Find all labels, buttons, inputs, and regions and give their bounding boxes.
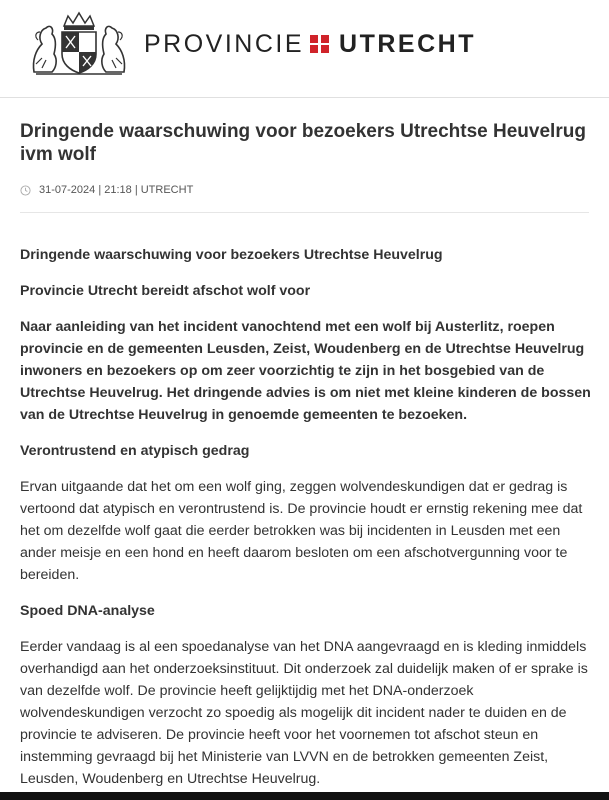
- article-meta: [20, 184, 193, 196]
- heading-gedrag: Verontrustend en atypisch gedrag: [20, 443, 250, 459]
- clock-icon: [20, 185, 31, 196]
- heading-waarschuwing: Dringende waarschuwing voor bezoekers Utrechtse Heuvelrug: [20, 247, 443, 263]
- paragraph-gedrag: Ervan uitgaande dat het om een wolf ging, zeggen wolvendeskundigen dat er gedrag is vertoond dat atypisch en verontrustend is. De provincie houdt er ernstig rekening mee dat het om dezelfde wolf gaat die eerder betrokken was bij incidenten in Leusden met een ander meisje en een hond en heeft daarom besloten om een afschotvergunning voor te bereiden.: [20, 479, 583, 583]
- article-title: Dringende waarschuwing voor bezoekers Utrechtse Heuvelrug ivm wolf: [20, 121, 586, 165]
- site-header: [0, 0, 609, 96]
- article-body: [20, 244, 595, 790]
- wordmark-utrecht: UTRECHT: [339, 30, 476, 58]
- province-crest-icon[interactable]: [28, 10, 130, 80]
- bottom-bar: [0, 792, 609, 800]
- heading-afschot: Provincie Utrecht bereidt afschot wolf voor: [20, 283, 311, 299]
- lead-paragraph: Naar aanleiding van het incident vanochtend met een wolf bij Austerlitz, roepen provincie en de gemeenten Leusden, Zeist, Woudenberg en de Utrechtse Heuvelrug inwoners en bezoekers op om zeer voorzichtig te zijn in het bosgebied van de Utrechtse Heuvelrug. Het dringende advies is om niet met kleine kinderen de bossen van de Utrechtse Heuvelrug in genoemde gemeenten te bezoeken.: [20, 319, 591, 423]
- heading-dna: Spoed DNA-analyse: [20, 603, 155, 619]
- header-divider: [0, 97, 609, 98]
- meta-divider: [20, 212, 589, 213]
- paragraph-dna: Eerder vandaag is al een spoedanalyse van het DNA aangevraagd en is kleding inmiddels overhandigd aan het onderzoeksinstituut. Dit onderzoek zal duidelijk maken of er sprake is van dezelfde wolf. De provincie heeft gelijktijdig met het DNA-onderzoek wolvendeskundigen verzocht zo spoedig als mogelijk dit incident nader te duiden en de provincie te adviseren. De provincie heeft voor het voornemen tot afschot steun en instemming gevraagd bij het Ministerie van LVVN en de betrokken gemeenten Zeist, Leusden, Woudenberg en Utrechtse Heuvelrug.: [20, 639, 588, 787]
- province-wordmark[interactable]: [144, 30, 476, 59]
- wordmark-provincie: PROVINCIE: [144, 30, 305, 58]
- wordmark-dots-icon: [310, 35, 332, 53]
- article-meta-text: 31-07-2024 | 21:18 | UTRECHT: [39, 184, 194, 196]
